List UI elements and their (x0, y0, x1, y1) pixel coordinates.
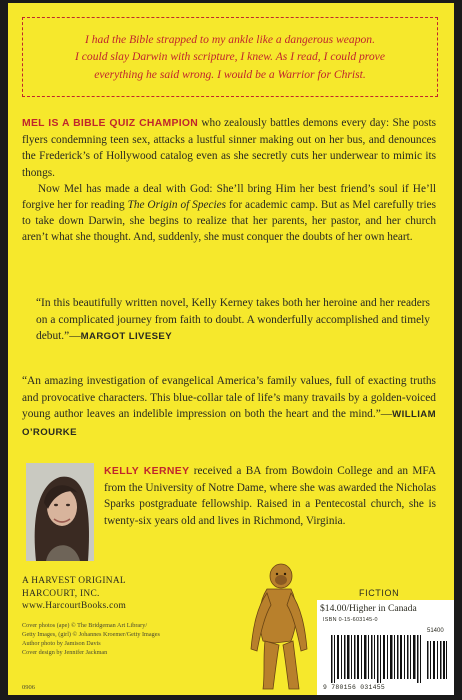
review-blurb-2 (22, 373, 436, 441)
barcode-panel (317, 600, 454, 695)
credit-line: Author photo by Jamison Davis (22, 640, 101, 647)
isbn-label: ISBN 0-15-603145-0 (323, 617, 378, 623)
ape-illustration (241, 561, 319, 695)
blurb-dash: — (69, 330, 81, 343)
photo-credits (22, 621, 160, 657)
credit-line: Getty Images, (girl) © Johannes Kroemer/Getty Images (22, 631, 160, 638)
barcode-digits: 9 780156 031455 (323, 684, 386, 691)
synopsis (22, 115, 436, 246)
publisher-website: www.HarcourtBooks.com (22, 601, 127, 612)
pull-quote-line: I could slay Darwin with scripture, I knew. As I read, I could prove (75, 50, 385, 64)
blurb-text: “An amazing investigation of evangelical America’s family values, full of exacting truths and provocative characters. This blue-collar tale of life’s many travails by a golden-voiced young author leaves an indelible impression on both the heart and the mind.” (22, 375, 436, 421)
blurb-attribution: WILLIAM O’ROURKE (22, 409, 436, 438)
author-name: KELLY KERNEY (104, 466, 190, 477)
credit-line: Cover design by Jennifer Jackman (22, 649, 108, 656)
publisher-line: A HARVEST ORIGINAL (22, 576, 126, 586)
price-code: 51400 (427, 628, 444, 634)
print-code: 0906 (22, 684, 35, 691)
publisher-info (22, 575, 126, 613)
author-photo (26, 463, 94, 561)
ape-figure-image (241, 561, 319, 695)
author-portrait-image (26, 463, 94, 561)
genre-label: FICTION (359, 588, 400, 598)
credit-line: Cover photos (ape) © The Bridgeman Art Library/ (22, 622, 148, 629)
book-title-reference: The Origin of Species (127, 199, 227, 212)
pull-quote-line: I had the Bible strapped to my ankle like a dangerous weapon. (84, 32, 375, 46)
pull-quote-box (22, 17, 438, 97)
blurb-text: “In this beautifully written novel, Kelly Kerney takes both her heroine and her readers on a complicated journey from faith to doubt. A wonderfully accomplished and timely debut.” (36, 297, 430, 343)
blurb-dash: — (380, 408, 393, 421)
author-bio (104, 463, 436, 529)
review-blurb-1 (36, 295, 430, 346)
synopsis-p1-text: who zealously battles demons every day: She posts flyers condemning teen sex, attacks a lustful sinner making out on her bus, and denounces the Frederick’s of Hollywood catalog even as she secretly cuts her underwear to mimic its thongs. (22, 117, 436, 179)
book-back-cover (8, 3, 454, 695)
synopsis-paragraph-1 (22, 115, 436, 181)
blurb-attribution: MARGOT LIVESEY (80, 331, 173, 343)
author-bio-text: received a BA from Bowdoin College and an MFA from the University of Notre Dame, where she was awarded the Nicholas Sparks postgraduate fellowship. Raised in a Pentecostal church, she is twenty-six years old and lives in Richmond, Virginia. (104, 465, 437, 527)
barcode-image (331, 635, 449, 683)
price-label: $14.00/Higher in Canada (320, 603, 417, 614)
pull-quote-line: everything he said wrong. I would be a Warrior for Christ. (94, 67, 366, 81)
synopsis-lead: MEL IS A BIBLE QUIZ CHAMPION (22, 118, 199, 129)
synopsis-p2-text-end: for academic camp. But as Mel carefully tries to take down Darwin, she begins to realize that her parents, her pastor, and her church aren’t what she thought. And, suddenly, she must conquer the doubts of her own heart. (22, 199, 436, 244)
synopsis-p2-text: Now Mel has made a deal with God: She’ll bring Him her best friend’s soul if He’ll forgive her for reading (22, 182, 436, 212)
publisher-line: HARCOURT, INC. (22, 588, 100, 599)
synopsis-paragraph-2 (22, 181, 436, 246)
